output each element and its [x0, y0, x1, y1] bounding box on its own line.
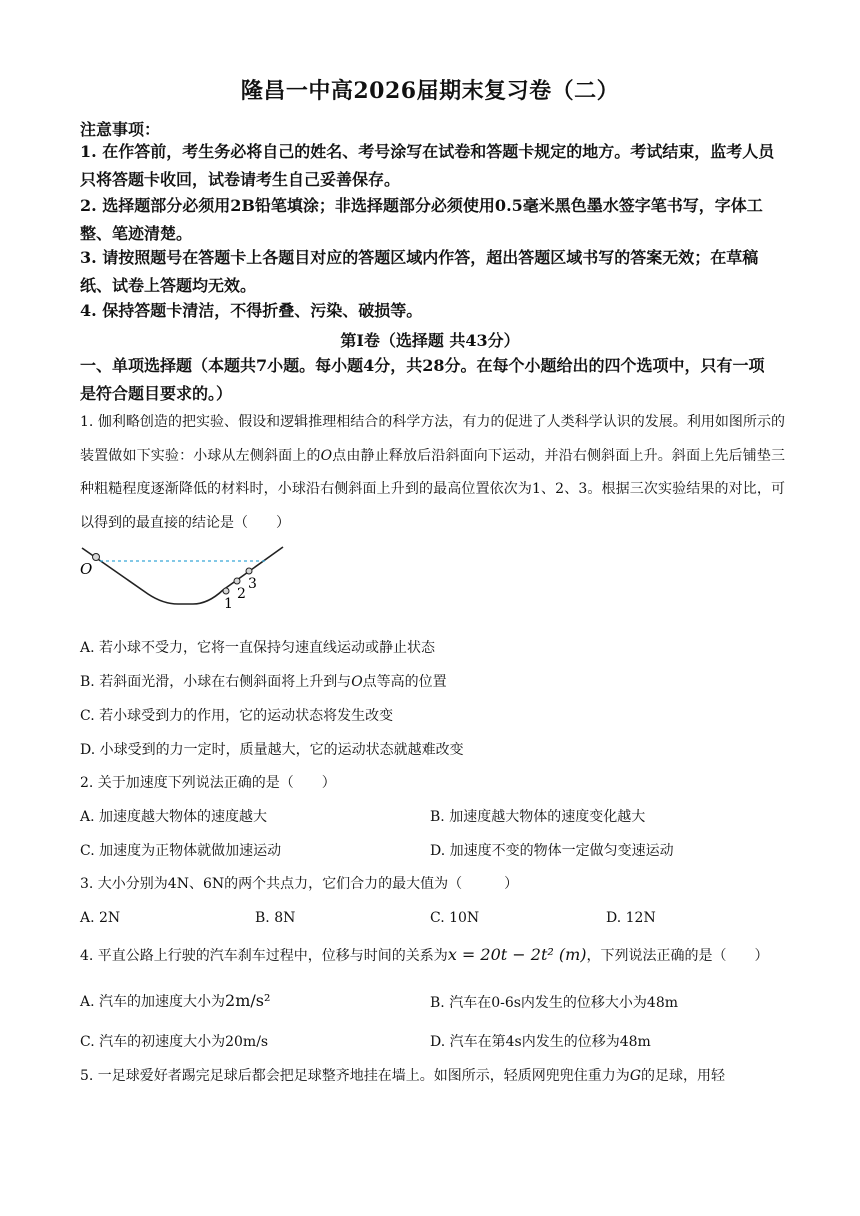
q1-option-a[interactable]: A. 若小球不受力，它将一直保持匀速直线运动或静止状态 [80, 640, 436, 656]
q1-stem-text-a: 1. 伽利略创造的把实验、假设和逻辑推理相结合的科学方法，有力的促进了人类科学认识的发展。利用如图所示的装置做如下实验：小球从左侧斜面上的 [80, 414, 785, 464]
q4-option-c[interactable]: C. 汽车的初速度大小为20m/s [80, 1034, 269, 1050]
incline-figure [78, 544, 288, 614]
label-o: O [80, 560, 93, 578]
q3-option-d[interactable]: D. 12N [606, 910, 656, 926]
q4-option-d[interactable]: D. 汽车在第4s内发生的位移为48m [430, 1034, 651, 1050]
q2-option-c[interactable]: C. 加速度为正物体就做加速运动 [80, 843, 282, 859]
label-3: 3 [248, 576, 257, 592]
question-3-stem: 3. 大小分别为4N、6N的两个共点力，它们合力的最大值为（ ） [80, 876, 519, 892]
q4-option-a-value: 2m/s² [225, 991, 271, 1010]
q5-stem-text-a: 5. 一足球爱好者踢完足球后都会把足球整齐地挂在墙上。如图所示，轻质网兜兜住重力为 [80, 1068, 630, 1084]
question-2-stem: 2. 关于加速度下列说法正确的是（ ） [80, 775, 336, 791]
q5-stem-var: G [629, 1068, 641, 1084]
q3-option-b[interactable]: B. 8N [255, 910, 296, 926]
section-heading: 第Ⅰ卷（选择题 共43分） [340, 331, 520, 350]
ball-at-o [93, 554, 100, 561]
notice-heading: 注意事项： [80, 120, 161, 139]
notice-item-1: 1. 在作答前，考生务必将自己的姓名、考号涂写在试卷和答题卡规定的地方。考试结束，监考人员只将答题卡收回，试卷请考生自己妥善保存。 [80, 142, 775, 189]
q3-option-c[interactable]: C. 10N [430, 910, 480, 926]
q4-stem-pre: 4. 平直公路上行驶的汽车刹车过程中，位移与时间的关系为 [80, 948, 448, 964]
q1-option-b-var: O [351, 674, 363, 690]
notice-item-3: 3. 请按照题号在答题卡上各题目对应的答题区域内作答，超出答题区域书写的答案无效；在草稿纸、试卷上答题均无效。 [80, 248, 759, 295]
q4-option-a[interactable] [80, 991, 270, 1012]
q5-stem-text-b: 的足球，用轻 [641, 1068, 725, 1084]
question-4-stem [80, 945, 769, 966]
ball-position-1 [223, 588, 229, 594]
part-heading: 一、单项选择题（本题共7小题。每小题4分，共28分。在每个小题给出的四个选项中，只有一项是符合题目要求的。） [80, 356, 765, 403]
q1-option-c[interactable]: C. 若小球受到力的作用，它的运动状态将发生改变 [80, 708, 394, 724]
page-title: 隆昌一中高2026届期末复习卷（二） [240, 78, 620, 104]
ball-position-2 [234, 578, 240, 584]
q1-stem-text-b: 点由静止释放后沿斜面向下运动，并沿右侧斜面上升。斜面上先后铺垫三种粗糙程度逐渐降低的材料时，小球沿右侧斜面上升到的最高位置依次为1、2、3。根据三次实验结果的对比，可以得到的最直接的结论是（ ） [80, 447, 786, 531]
notice-item-2: 2. 选择题部分必须用2B铅笔填涂；非选择题部分必须使用0.5毫米黑色墨水签字笔书写，字体工整、笔迹清楚。 [80, 196, 763, 243]
notice-item-4: 4. 保持答题卡清洁，不得折叠、污染、破损等。 [80, 301, 423, 320]
q3-option-a[interactable]: A. 2N [80, 910, 121, 926]
q1-stem-var: O [320, 447, 333, 464]
q1-option-b-pre: B. 若斜面光滑，小球在右侧斜面将上升到与 [80, 674, 352, 690]
q2-option-a[interactable]: A. 加速度越大物体的速度越大 [80, 809, 268, 825]
q4-stem-post: ，下列说法正确的是（ ） [586, 948, 769, 964]
q4-formula: x = 20t − 2t² (m) [447, 945, 587, 964]
q4-option-b[interactable]: B. 汽车在0-6s内发生的位移大小为48m [430, 995, 679, 1011]
question-5-stem [80, 1066, 725, 1086]
q1-option-d[interactable]: D. 小球受到的力一定时，质量越大，它的运动状态就越难改变 [80, 742, 464, 758]
question-1-stem [80, 406, 785, 540]
q1-option-b[interactable] [80, 672, 447, 692]
q2-option-b[interactable]: B. 加速度越大物体的速度变化越大 [430, 809, 646, 825]
label-2: 2 [237, 586, 246, 602]
q4-option-a-pre: A. 汽车的加速度大小为 [80, 994, 226, 1010]
q1-option-b-post: 点等高的位置 [362, 674, 447, 690]
label-1: 1 [224, 596, 233, 612]
q2-option-d[interactable]: D. 加速度不变的物体一定做匀变速运动 [430, 843, 674, 859]
ball-position-3 [246, 568, 252, 574]
